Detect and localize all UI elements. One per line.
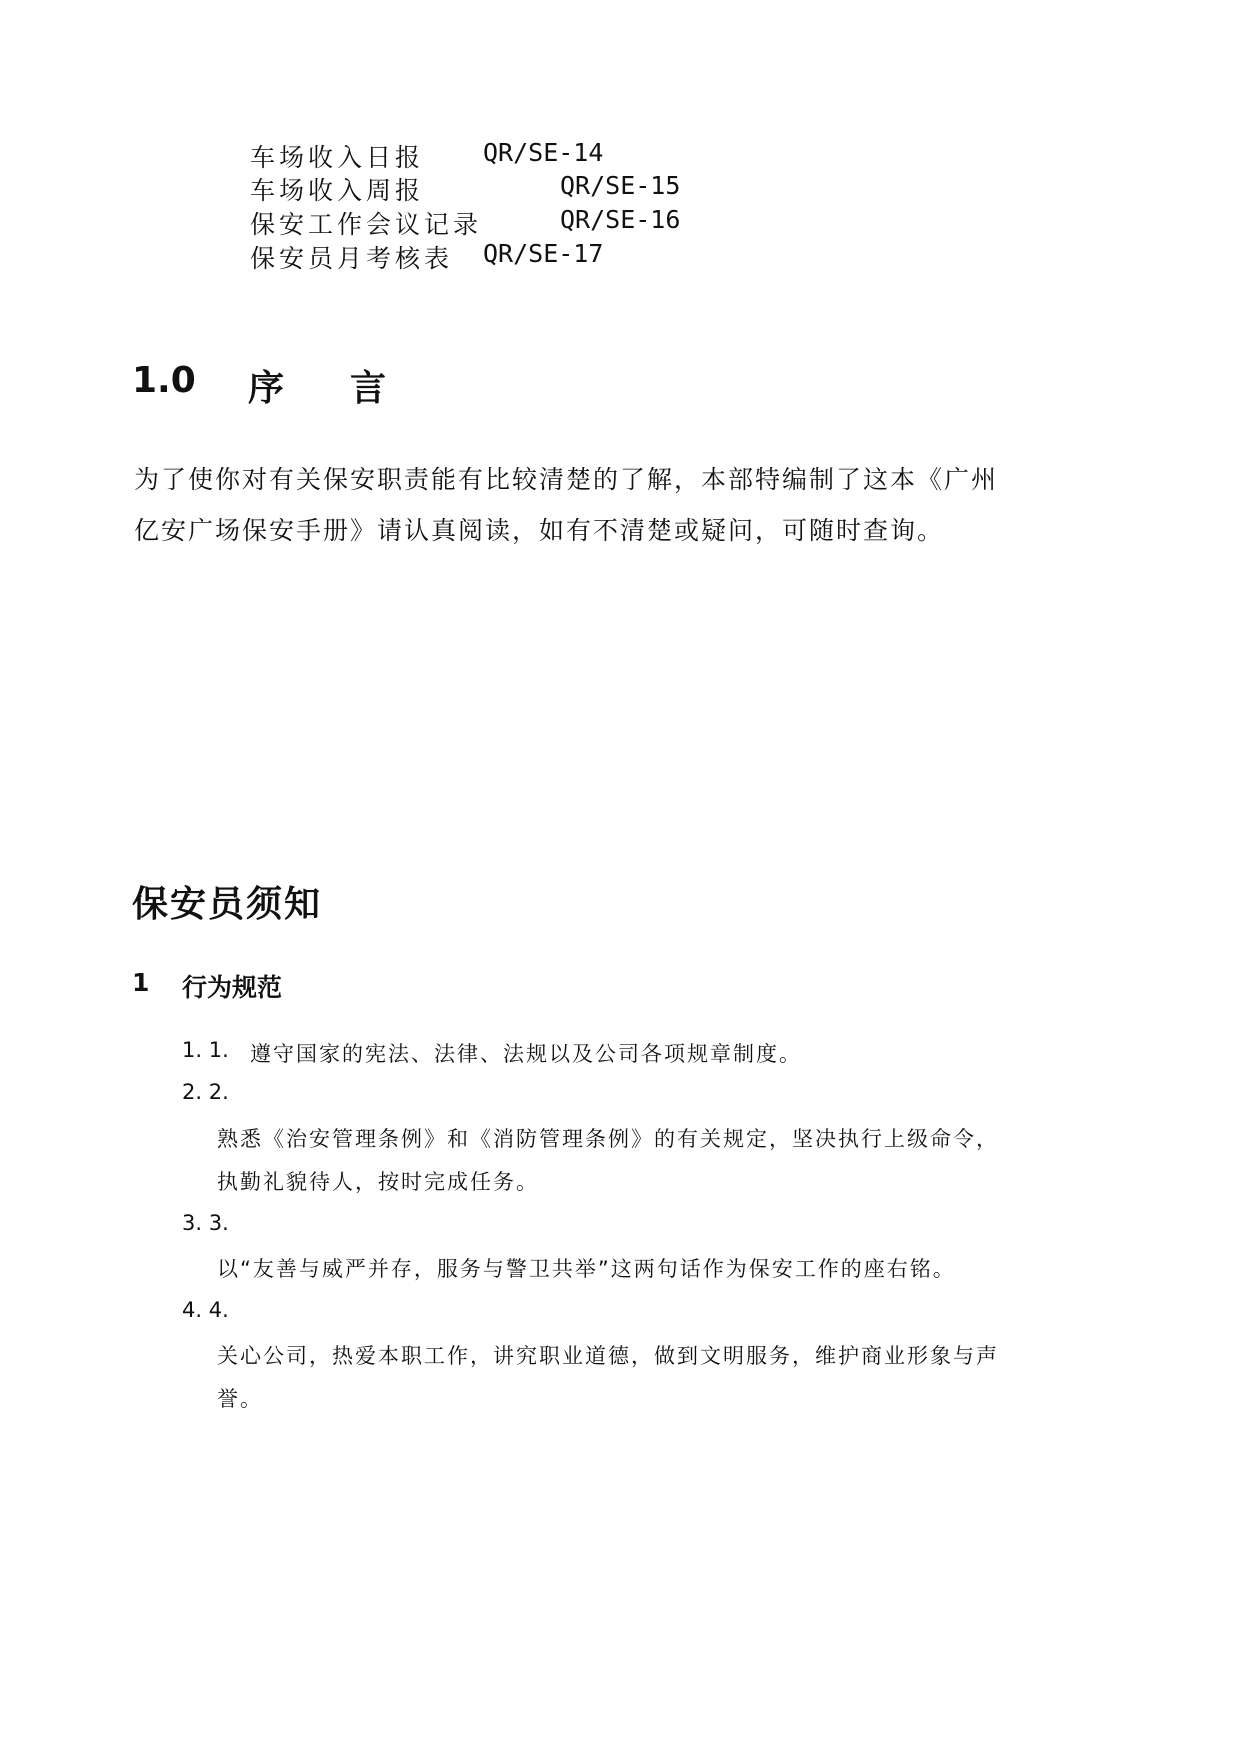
- preface-title-char: 言: [350, 368, 387, 409]
- list-item-text: 熟悉《治安管理条例》和《消防管理条例》的有关规定，坚决执行上级命令，: [217, 1127, 999, 1151]
- preface-title-char: 序: [248, 368, 285, 409]
- list-item-text: 执勤礼貌待人，按时完成任务。: [217, 1170, 539, 1194]
- form-name: 保安员月考核表: [250, 244, 454, 273]
- form-name: 车场收入周报: [250, 176, 425, 205]
- list-item-number: 1. 1.: [182, 1038, 229, 1062]
- list-item-text: 誉。: [217, 1387, 263, 1411]
- list-item-text: 以“友善与威严并存，服务与警卫共举”这两句话作为保安工作的座右铭。: [217, 1257, 956, 1281]
- list-item-text: 遵守国家的宪法、法律、法规以及公司各项规章制度。: [250, 1042, 802, 1066]
- list-item-number: 4. 4.: [182, 1298, 229, 1322]
- list-item-number: 3. 3.: [182, 1211, 229, 1235]
- list-item-number: 2. 2.: [182, 1080, 229, 1104]
- form-code: QR/SE-15: [560, 171, 681, 200]
- list-item-text: 关心公司，热爱本职工作，讲究职业道德，做到文明服务，维护商业形象与声: [217, 1344, 999, 1368]
- subsection-title: 行为规范: [182, 973, 283, 1002]
- section-title: 保安员须知: [132, 884, 323, 925]
- form-name: 车场收入日报: [250, 143, 425, 172]
- subsection-number: 1: [132, 968, 150, 997]
- paragraph-line: 为了使你对有关保安职责能有比较清楚的了解，本部特编制了这本《广州: [134, 465, 999, 494]
- paragraph-line: 亿安广场保安手册》请认真阅读，如有不清楚或疑问，可随时查询。: [134, 516, 945, 545]
- form-code: QR/SE-17: [483, 239, 604, 268]
- preface-number: 1.0: [132, 360, 196, 401]
- form-code: QR/SE-14: [483, 138, 604, 167]
- form-name: 保安工作会议记录: [250, 210, 483, 239]
- form-code: QR/SE-16: [560, 205, 681, 234]
